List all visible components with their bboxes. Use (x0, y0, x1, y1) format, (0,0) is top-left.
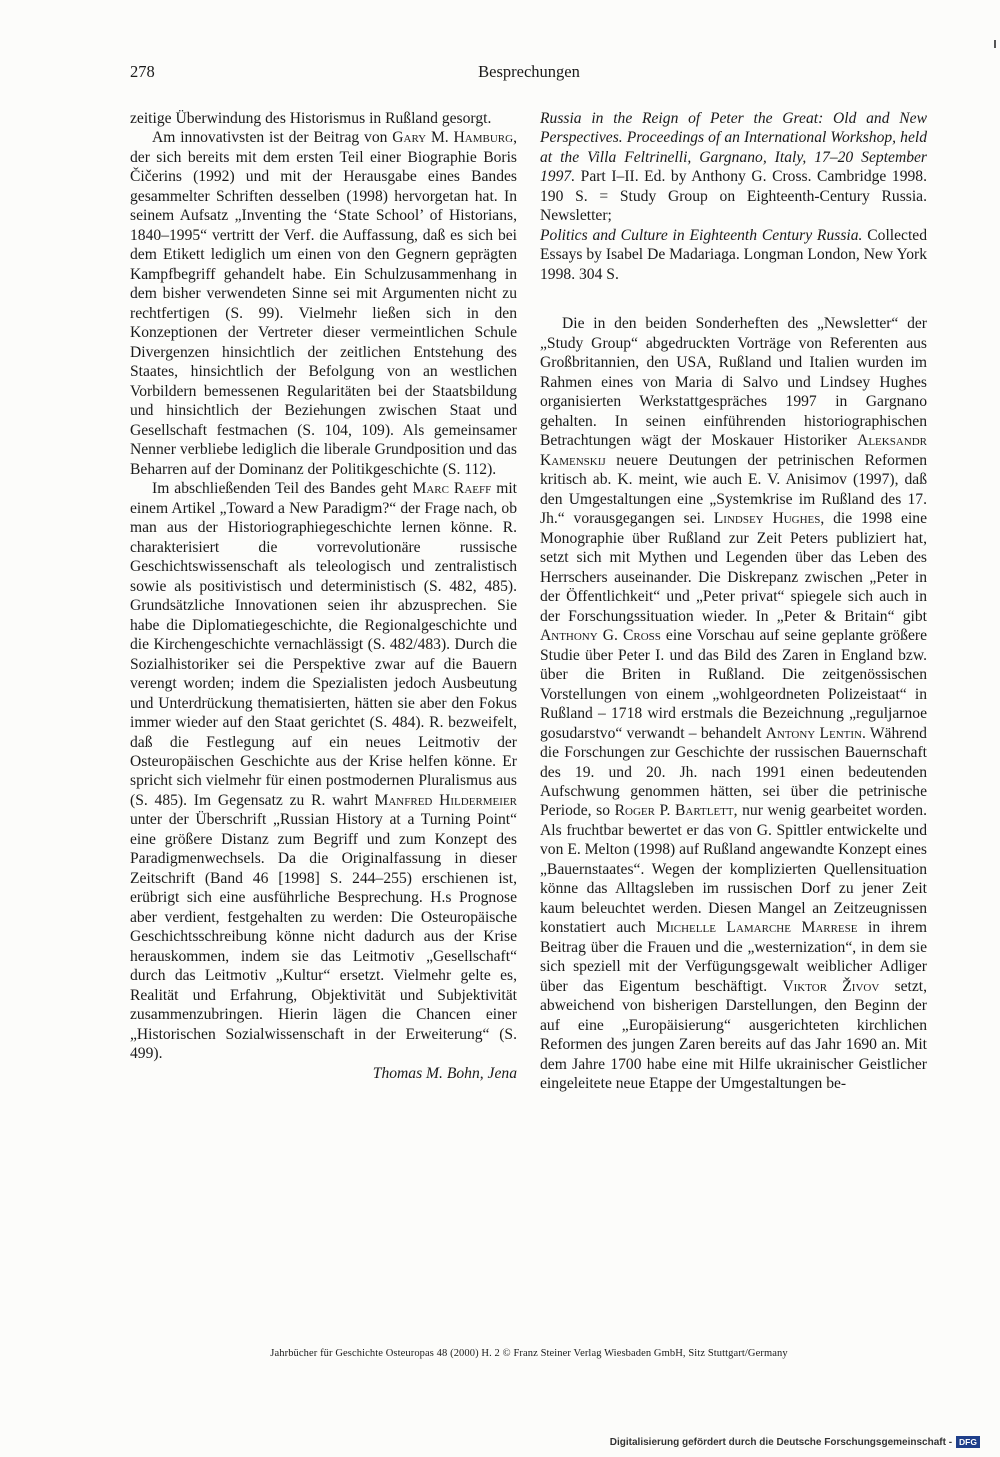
text-run: eine Vorschau auf seine geplante größere Studie über Peter I. und das Bild des Zaren in England bzw. über die Briten in Rußland. Die zeitgenössischen Vorstellungen von einem „wohlgeordneten Polizeistaat“ in Rußland – 1718 wird erstmals die Bezeichnung „reguljarnoe gosudarstvo“ verwandt – behandelt (540, 627, 927, 742)
bib-details: Collected Essays by Isabel De Madariaga. Longman London, New York 1998. 304 S. (540, 226, 927, 283)
page-header (130, 62, 928, 86)
author-name: Antony Lentin (765, 724, 862, 742)
text-run: Die in den beiden Sonderheften des „Newsletter“ der „Study Group“ abgedruckten Vorträge von Referenten aus Großbritannien, den USA, Rußland und Italien wurden im Rahmen eines von Maria di Salvo und Lindsey Hughes organisierten Werkstattgespräches 1997 in Gargnano gehalten. In seinen einführenden historiographischen Betrachtungen wägt der Moskauer Historiker (540, 315, 927, 450)
text-run: Am innovativsten ist der Beitrag von (152, 129, 393, 147)
digitization-text: Digitalisierung gefördert durch die Deutsche Forschungsgemeinschaft - (609, 1436, 953, 1448)
paragraph-raeff (130, 479, 517, 1064)
author-name: Lindsey Hughes (713, 510, 821, 528)
running-head: Besprechungen (478, 62, 580, 81)
book-title: Politics and Culture in Eighteenth Century Russia. (540, 226, 863, 244)
text-run: mit einem Artikel „Toward a New Paradigm?“ der Frage nach, ob man aus der Historiographiegeschichte lernen könne. R. charakterisiert die vorrevolutionäre russische Geschichtswissenschaft als teleologisch und zentralistisch sowie als positivistisch und deterministisch (S. 482, 485). Grundsätzliche Innovationen seien ihr abzusprechen. Sie habe die Diplomatiegeschichte, die Regionalgeschichte und die Kirchengeschichte vernachlässigt (S. 482/483). Durch die Sozialhistoriker sei die Perspektive zwar auf die Bauern verengt worden; indem die Spezialisten jedoch Ausbeutung und Unterdrückung thematisierten, hätten sie aber den Fokus immer wieder auf den Staat gerichtet (S. 484). R. bezweifelt, daß die Festlegung auf ein neues Leitmotiv der Osteuropäischen Geschichte aus der Krise helfen könne. Er spricht sich vielmehr für einen postmodernen Pluralismus aus (S. 485). Im Gegensatz zu R. wahrt (130, 480, 517, 809)
text-run: in ihrem Beitrag über die Frauen und die „westernization“, in dem sie sich speziell mit der Verfügungsgewalt weiblicher Adliger über das Eigentum beschäftigt. (540, 919, 927, 995)
text-run: Im abschließenden Teil des Bandes geht (152, 480, 413, 498)
journal-footer: Jahrbücher für Geschichte Osteuropas 48 (2000) H. 2 © Franz Steiner Verlag Wiesbaden GmbH, Sitz Stuttgart/Germany (270, 1348, 788, 1359)
paragraph-continuation: zeitige Überwindung des Historismus in Rußland gesorgt. (130, 110, 492, 127)
text-run: setzt, abweichend von bisherigen Darstellungen, den Beginn der auf eine „Europäisierung“ ausgerichteten kirchlichen Reformen des jungen Zaren bereits auf das Jahr 1690 an. Mit dem Jahre 1700 habe eine mit Hilfe ukrainischer Geistlicher eingeleitete neue Etappe der Umgestaltungen be- (540, 977, 928, 1093)
author-name: Manfred Hildermeier (374, 791, 517, 809)
bibliographic-entry (540, 109, 927, 226)
text-run: , der sich bereits mit dem ersten Teil einer Biographie Boris Čičerins (1992) und mit der Herausgabe eines Bandes gesammelter Schriften desselben (1998) hervorgetan hat. In seinem Aufsatz „Inventing the ‘State School’ of Historians, 1840–1995“ vertritt der Verf. die Auffassung, daß es sich bei dem Etikett lediglich um einen von den Gegnern geprägten Kampfbegriff gehandelt habe. Ein Schulzusammenhang in dem bisher verwendeten Sinne sei mit Argumenten nicht zu rechtfertigen (S. 99). Vielmehr ließen sich in den Konzeptionen der Vertreter dieser vermeintlichen Schule Divergenzen hinsichtlich der zeitlichen Entstehung des Staates, hinsichtlich der Befolgung von an westlichen Vorbildern bemessenen Regularitäten bei der Staatsbildung und hinsichtlich der Beziehungen zwischen Staat und Gesellschaft festmachen (S. 104, 109). Als gemeinsamer Nenner verbliebe lediglich die liberale Grundposition und das Beharren auf der Dominanz der Politikgeschichte (S. 112). (130, 129, 517, 478)
scan-edge-mark (994, 40, 996, 48)
text-run: , nur wenig gearbeitet worden. Als fruchtbar bewertet er das von G. Spittler entwickelte und von E. Melton (1998) auf Rußland angewandte Konzept eines „Bauernstaates“. Wegen der komplizierten Quellensituation könne das Alltagsleben im russischen Dorf zu jener Zeit kaum beleuchtet werden. Diesen Mangel an Zeitzeugnissen konstatiert auch (540, 802, 927, 937)
author-name: Marc Raeff (412, 480, 492, 498)
paragraph-review-body (540, 314, 927, 1093)
bibliographic-entry (540, 226, 927, 284)
bib-details: Part I–II. Ed. by Anthony G. Cross. Cambridge 1998. 190 S. = Study Group on Eighteenth-Century Russia. Newsletter; (540, 168, 927, 225)
page-number: 278 (130, 62, 155, 81)
author-name: Viktor Živov (782, 977, 880, 995)
text-run: . Während die Forschungen zur Geschichte der russischen Bauernschaft des 19. und 20. Jh. nach 1991 einen bedeutenden Aufschwung genommen hätten, sei über die petrinische Periode, so (540, 724, 927, 820)
text-run: unter der Überschrift „Russian History at a Turning Point“ eine größere Distanz zum Begriff und zum Konzept des Paradigmenwechsels. Da die Originalfassung in dieser Zeitschrift (Band 46 [1998] S. 244–255) erschienen ist, erübrigt sich eine ausführliche Besprechung. H.s Prognose aber verdient, festgehalten zu werden: Die Osteuropäische Geschichtsschreibung könne nicht dadurch aus der Krise herauskommen, indem sie das Leitmotiv „Gesellschaft“ durch das Leitmotiv „Kultur“ ersetzt. Vielmehr gelte es, Realität und Erfahrung, Objektivität und Subjektivität zusammenzubringen. Hierin lägen die Chancen einer „Historischen Sozialwissenschaft in der Erweiterung“ (S. 499). (130, 811, 517, 1063)
dfg-logo: DFG (956, 1436, 980, 1448)
author-name: Michelle Lamarche Marrese (656, 919, 858, 937)
text-run: , die 1998 eine Monographie über Rußland zur Zeit Peters publiziert hat, setzt sich mit Mythen und Legenden über das Leben des Herrschers auseinander. Die Diskrepanz zwischen „Peter in der Öffentlichkeit“ und „Peter privat“ spiegele sich auch in der Forschungssituation wieder. In „Peter & Britain“ gibt (540, 510, 927, 625)
author-name: Aleksandr Kamenskij (540, 432, 927, 469)
right-column (540, 109, 927, 1094)
author-name: Roger P. Bartlett (614, 802, 734, 820)
digitization-note (610, 1436, 980, 1448)
book-title: Russia in the Reign of Peter the Great: Old and New Perspectives. Proceedings of an International Workshop, held at the Villa Feltrinelli, Gargnano, Italy, 17–20 September 1997. (540, 110, 927, 186)
reviewer-signature: Thomas M. Bohn, Jena (372, 1064, 517, 1082)
paragraph-hamburg (130, 128, 517, 479)
author-name: Gary M. Hamburg (392, 129, 514, 147)
section-gap (540, 284, 927, 314)
left-column (130, 109, 517, 1083)
text-run: neuere Deutungen der petrinischen Reformen kritisch ab. K. meint, wie auch E. V. Anisimov (1997), daß den Umgestaltungen eine „Systemkrise im Rußland des 17. Jh.“ vorausgegangen sei. (540, 451, 927, 528)
author-name: Anthony G. Cross (540, 627, 661, 645)
